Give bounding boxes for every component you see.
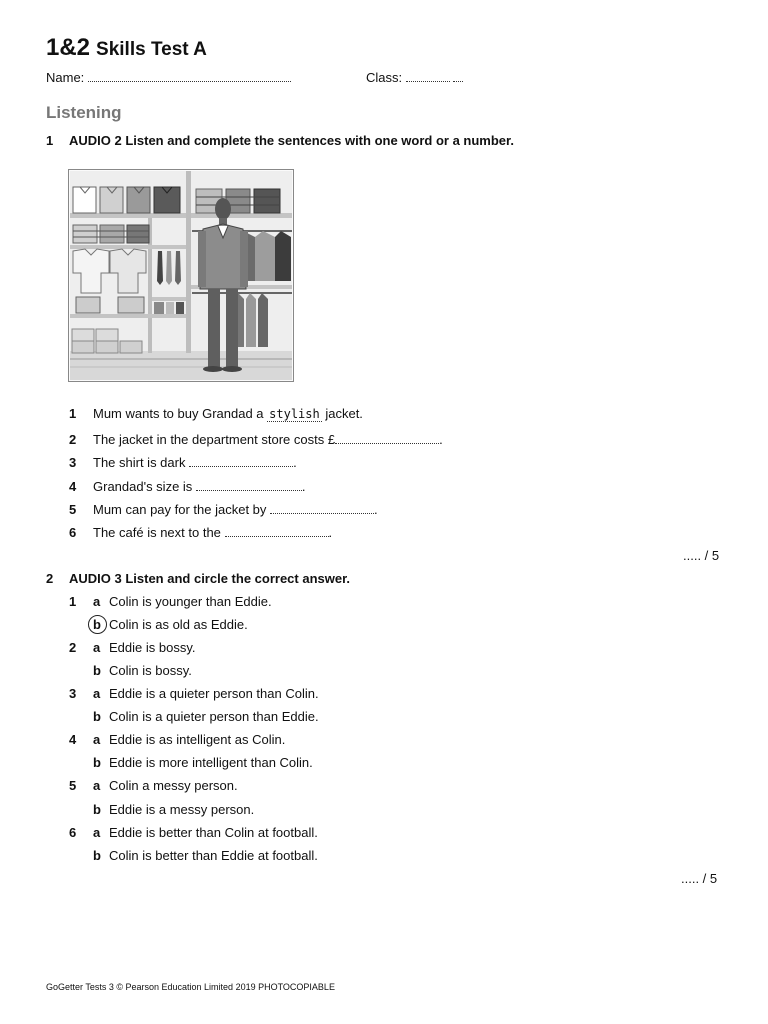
option-letter: a [93,594,101,609]
item-text [93,455,297,470]
q6-option-a[interactable] [69,825,669,843]
item-number: 3 [69,455,77,470]
option-letter: a [93,778,101,793]
example-answer: stylish [269,407,320,421]
option-letter: b [93,848,101,863]
question-number: 4 [69,732,77,747]
answer-blank[interactable] [335,434,439,444]
task1-instruction [46,133,646,149]
test-number: 1&2 [46,34,91,61]
task2-instruction [46,571,646,587]
class-blank-2[interactable] [453,71,463,82]
task1-number: 1 [46,133,54,148]
option-text: Colin is better than Eddie at football. [109,848,318,863]
item-text-after: . [374,502,378,517]
page-title [46,34,207,62]
task1-item-6 [69,525,669,543]
item-text-before: Mum can pay for the jacket by [93,502,271,517]
q2-option-b[interactable] [69,663,669,681]
option-letter: a [93,732,101,747]
item-text-before: Grandad's size is [93,479,196,494]
question-number: 2 [69,640,77,655]
answer-blank[interactable] [270,504,374,514]
item-number: 4 [69,479,77,494]
item-text [93,432,443,447]
task1-item-1 [69,406,669,424]
option-text: Eddie is a quieter person than Colin. [109,686,319,701]
q1-option-a[interactable] [69,594,669,612]
item-text-after: . [328,525,333,540]
task1-score[interactable]: ..... / 5 [683,548,720,563]
task1-item-5 [69,502,669,520]
q5-option-b[interactable] [69,802,669,820]
option-text: Colin is bossy. [109,663,192,678]
item-number: 6 [69,525,77,540]
option-text: Eddie is bossy. [109,640,196,655]
option-text: Colin is younger than Eddie. [109,594,272,609]
question-number: 6 [69,825,77,840]
item-number: 5 [69,502,77,517]
task1-item-2 [69,432,669,450]
task2-score[interactable]: ..... / 5 [681,871,718,886]
name-label: Name: [46,70,85,85]
answer-blank[interactable] [189,457,293,467]
test-title: Skills Test A [96,39,207,60]
option-letter: a [93,825,101,840]
item-text-before: The jacket in the department store costs £ [93,432,336,447]
q3-option-a[interactable] [69,686,669,704]
option-letter: b [93,617,101,632]
name-blank[interactable] [88,71,291,82]
item-text [93,406,363,421]
q2-option-a[interactable] [69,640,669,658]
item-text [93,525,332,540]
q3-option-b[interactable] [69,709,669,727]
class-label: Class: [366,70,403,85]
item-text-after: jacket. [321,406,363,421]
q4-option-b[interactable] [69,755,669,773]
item-text-before: Mum wants to buy Grandad a [93,406,268,421]
option-text: Colin is a quieter person than Eddie. [109,709,319,724]
q4-option-a[interactable] [69,732,669,750]
item-text-before: The shirt is dark [93,455,190,470]
option-text: Eddie is more intelligent than Colin. [109,755,313,770]
answer-blank[interactable] [196,481,302,491]
option-letter: b [93,709,101,724]
item-number: 2 [69,432,77,447]
item-text [93,502,378,517]
class-field[interactable] [366,70,463,85]
task1-text: AUDIO 2 Listen and complete the sentences with one word or a number. [69,133,514,148]
option-letter: a [93,686,101,701]
task2-text: AUDIO 3 Listen and circle the correct answer. [69,571,351,586]
option-letter: a [93,640,101,655]
footer-copyright: GoGetter Tests 3 © Pearson Education Limited 2019 PHOTOCOPIABLE [46,982,335,992]
clothes-shop-illustration [68,169,294,382]
option-text: Eddie is as intelligent as Colin. [109,732,286,747]
question-number: 5 [69,778,77,793]
answer-blank[interactable] [225,527,329,537]
section-title: Listening [46,103,122,122]
class-blank[interactable] [406,71,450,82]
option-text: Colin a messy person. [109,778,238,793]
option-text: Colin is as old as Eddie. [109,617,248,632]
option-letter: b [93,802,101,817]
option-letter: b [93,755,101,770]
question-number: 1 [69,594,77,609]
task1-item-4 [69,479,669,497]
question-number: 3 [69,686,77,701]
option-text: Eddie is a messy person. [109,802,255,817]
option-text: Eddie is better than Colin at football. [109,825,318,840]
item-text-after: . [293,455,297,470]
q5-option-a[interactable] [69,778,669,796]
task1-item-3 [69,455,669,473]
q1-option-b[interactable] [69,617,669,635]
q6-option-b[interactable] [69,848,669,866]
task2-number: 2 [46,571,54,586]
item-text-before: The café is next to the [93,525,225,540]
item-text [93,479,306,494]
item-number: 1 [69,406,77,421]
item-text-after: . [301,479,306,494]
item-text-after: . [439,432,443,447]
option-letter: b [93,663,101,678]
name-field[interactable] [46,70,291,85]
